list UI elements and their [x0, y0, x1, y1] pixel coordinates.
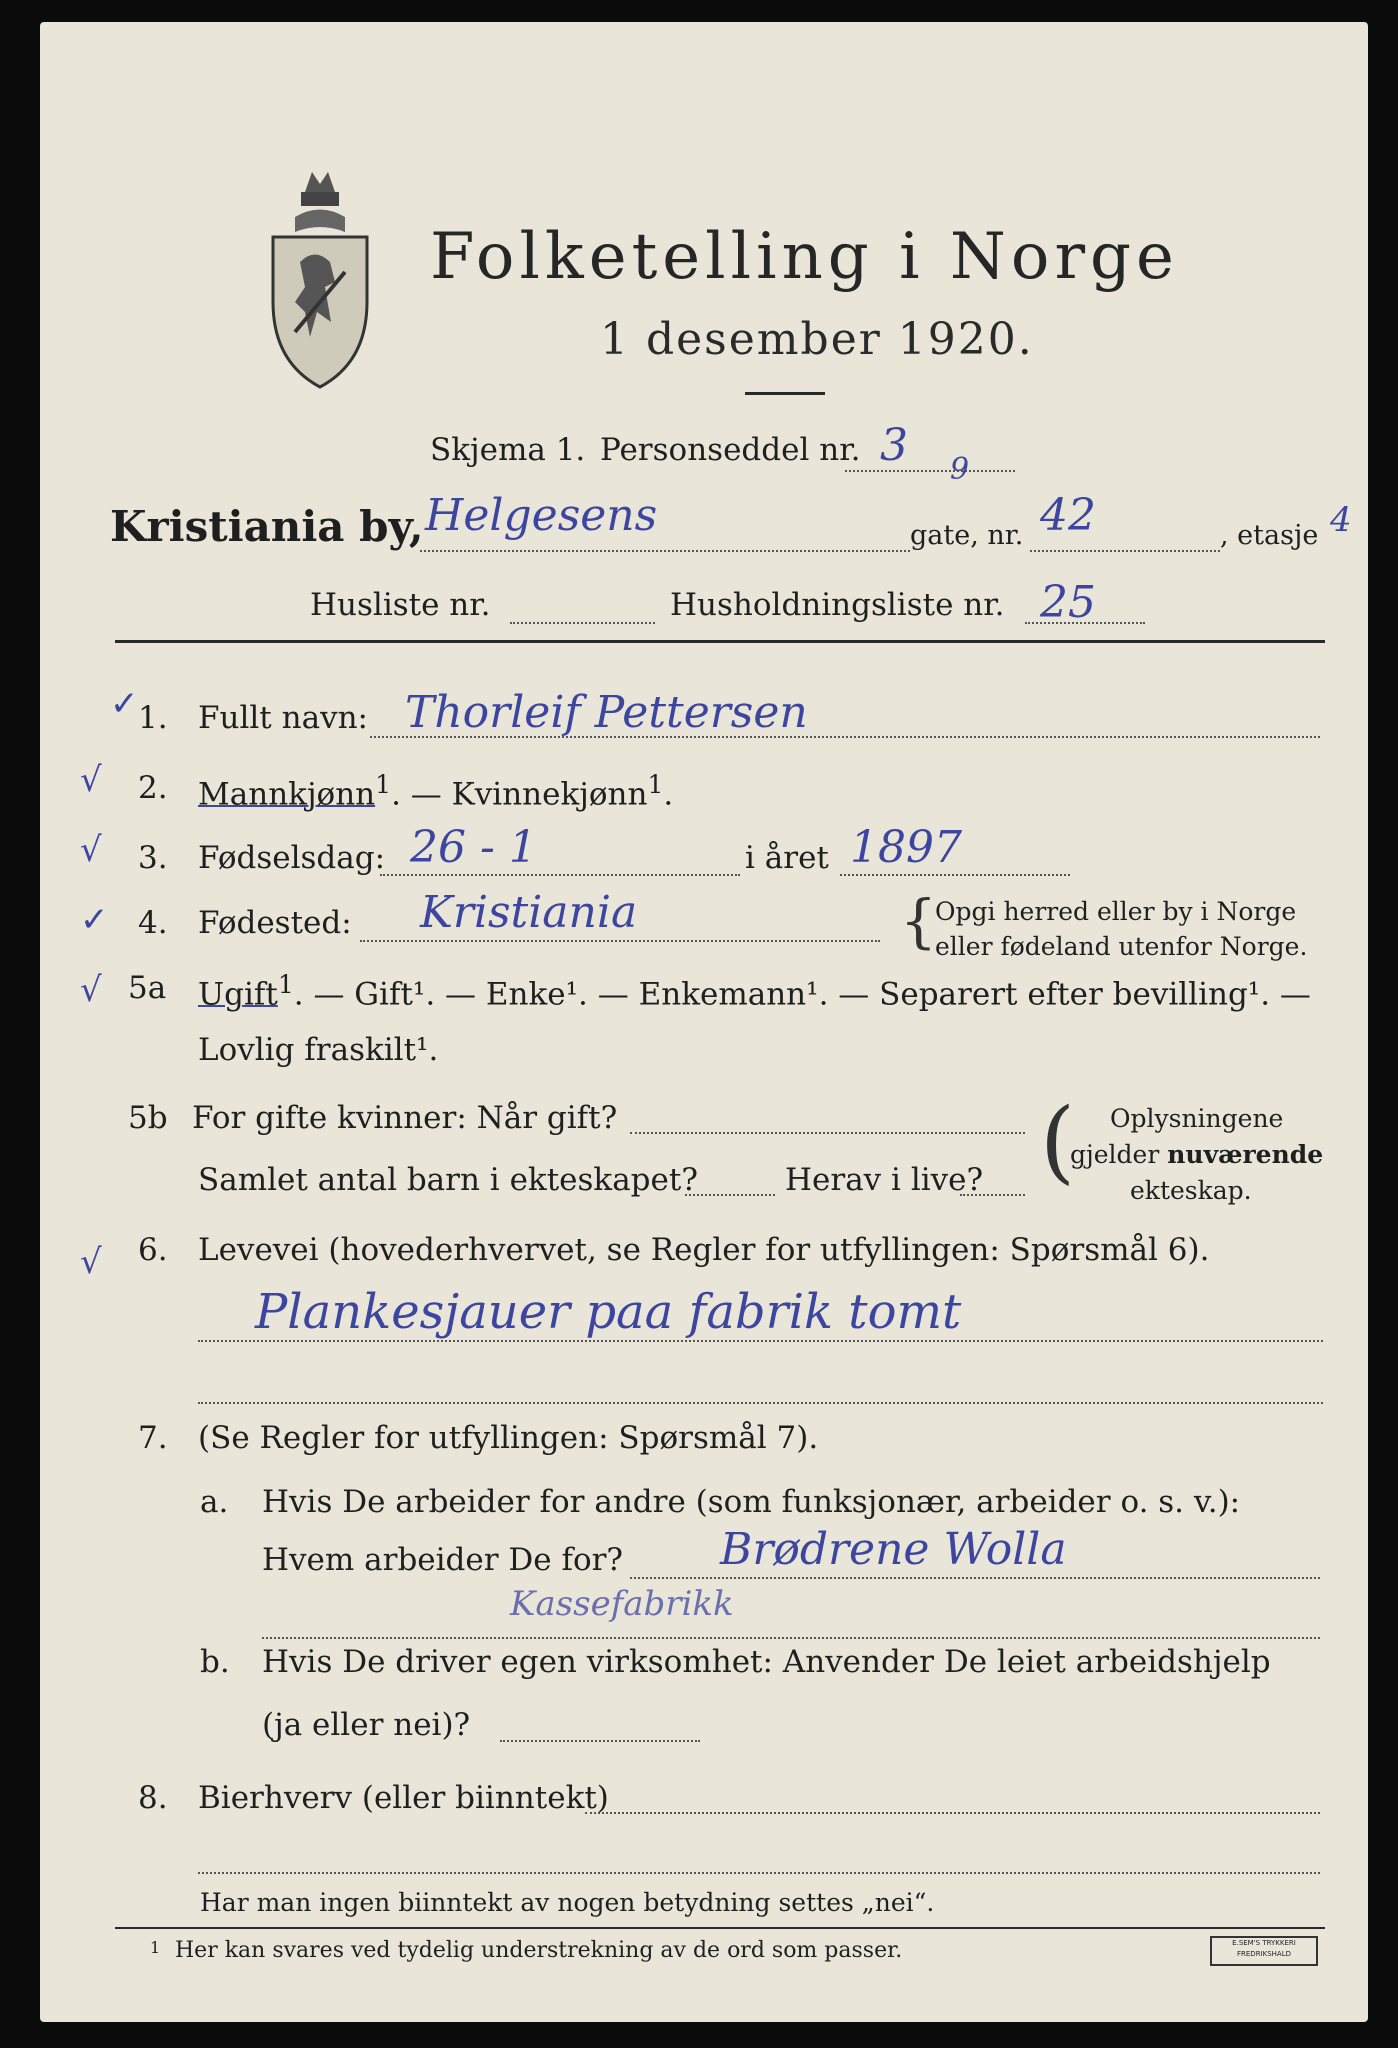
q3-birthday-field	[380, 874, 740, 876]
personseddel-label: Personseddel nr.	[600, 432, 861, 468]
header-divider	[115, 640, 1325, 643]
q7a-value-2: Kassefabrikk	[510, 1584, 734, 1624]
q5a-line2: Lovlig fraskilt¹.	[198, 1032, 439, 1068]
q5b-note-brace: (	[1040, 1089, 1076, 1194]
street-value: Helgesens	[425, 490, 658, 541]
husholdning-field	[1025, 622, 1145, 624]
check-1: ✓	[110, 684, 139, 724]
q5b-note3: ekteskap.	[1130, 1176, 1252, 1205]
q1-value: Thorleif Pettersen	[405, 687, 808, 738]
husliste-field	[510, 622, 655, 624]
gate-label: gate, nr.	[910, 520, 1024, 551]
q7b-line2: (ja eller nei)?	[262, 1707, 471, 1743]
q5a-number: 5a	[128, 970, 167, 1006]
q4-label: Fødested:	[198, 905, 352, 941]
q8-field-1	[585, 1812, 1320, 1814]
q5b-married-field	[630, 1132, 1025, 1134]
printer-stamp: E.SEM'S TRYKKERI FREDRIKSHALD	[1210, 1936, 1318, 1966]
q1-field	[370, 736, 1320, 738]
q3-year-value: 1897	[850, 822, 962, 873]
q4-value: Kristiania	[420, 887, 638, 938]
census-form	[40, 22, 1368, 2022]
q6-value: Plankesjauer paa fabrik tomt	[255, 1284, 962, 1340]
q7b-number: b.	[200, 1644, 230, 1680]
q4-note-line1: Opgi herred eller by i Norge	[935, 897, 1297, 926]
husholdning-label: Husholdningsliste nr.	[670, 587, 1005, 623]
q5b-line1: For gifte kvinner: Når gift?	[192, 1100, 618, 1136]
q7a-line1: Hvis De arbeider for andre (som funksjonær, arbeider o. s. v.):	[262, 1484, 1241, 1520]
form-title: Folketelling i Norge	[430, 220, 1179, 294]
footnote-text: Her kan svares ved tydelig understrekning av de ord som passer.	[175, 1938, 903, 1963]
check-2: √	[80, 760, 102, 800]
coat-of-arms-icon	[265, 162, 375, 392]
q3-birthday-value: 26 - 1	[410, 822, 537, 873]
q7-label: (Se Regler for utfyllingen: Spørsmål 7).	[198, 1420, 819, 1456]
q5b-children-label: Samlet antal barn i ekteskapet?	[198, 1162, 698, 1198]
q7b-field	[500, 1740, 700, 1742]
q1-label: Fullt navn:	[198, 700, 368, 736]
check-3: √	[80, 830, 102, 870]
gate-nr-correction: 9	[950, 452, 970, 487]
q5b-number: 5b	[128, 1100, 168, 1136]
q2-female-option: Kvinnekjønn	[451, 776, 648, 813]
q5b-note1: Oplysningene	[1110, 1104, 1284, 1133]
q8-number: 8.	[138, 1780, 168, 1816]
etasje-label: , etasje	[1220, 520, 1319, 551]
q2-options: Mannkjønn$^1$. — Kvinnekjønn$^1$.	[198, 770, 674, 813]
q6-number: 6.	[138, 1232, 168, 1268]
title-divider	[745, 392, 825, 395]
q4-note-line2: eller fødeland utenfor Norge.	[935, 932, 1308, 961]
census-date: 1 desember 1920.	[600, 314, 1034, 365]
check-4: ✓	[80, 900, 109, 940]
q5b-note2: gjelder nuværende	[1070, 1140, 1324, 1169]
q8-label: Bierhverv (eller biinntekt)	[198, 1780, 609, 1816]
footer-divider	[115, 1927, 1325, 1929]
gate-nr-field	[1030, 550, 1220, 552]
q5b-children-field	[685, 1194, 775, 1196]
q7-number: 7.	[138, 1420, 168, 1456]
q1-number: 1.	[138, 700, 168, 736]
check-6: √	[80, 1242, 102, 1282]
street-field	[420, 550, 910, 552]
q5a-options: Ugift$^1$. — Gift¹. — Enke¹. — Enkemann¹. — Separert efter bevilling¹. —	[198, 970, 1311, 1013]
footnote-mark: 1	[150, 1938, 161, 1957]
q4-field	[360, 940, 880, 942]
check-5: √	[80, 970, 102, 1010]
q2-male-option: Mannkjønn	[198, 776, 376, 813]
husholdning-value: 25	[1040, 577, 1096, 628]
q6-field-1	[198, 1340, 1323, 1342]
q6-label: Levevei (hovederhvervet, se Regler for utfyllingen: Spørsmål 6).	[198, 1232, 1210, 1268]
q7b-line1: Hvis De driver egen virksomhet: Anvender De leiet arbeidshjelp	[262, 1644, 1271, 1680]
personseddel-field	[845, 470, 1015, 472]
footer-note: Har man ingen biinntekt av nogen betydning settes „nei“.	[200, 1888, 935, 1917]
q7a-line2: Hvem arbeider De for?	[262, 1542, 624, 1578]
etasje-value: 4	[1330, 500, 1352, 540]
q5a-ugift-option: Ugift	[198, 976, 278, 1013]
husliste-label: Husliste nr.	[310, 587, 491, 623]
q8-field-2	[198, 1872, 1320, 1874]
q7a-field-2	[262, 1637, 1320, 1639]
q7a-field-1	[630, 1577, 1320, 1579]
q7a-number: a.	[200, 1484, 229, 1520]
q3-year-field	[840, 874, 1070, 876]
personseddel-value: 3	[880, 420, 908, 471]
q3-number: 3.	[138, 840, 168, 876]
q5b-alive-label: Herav i live?	[785, 1162, 984, 1198]
q6-field-2	[198, 1402, 1323, 1404]
q4-number: 4.	[138, 905, 168, 941]
q5b-alive-field	[960, 1194, 1025, 1196]
city-label: Kristiania by,	[110, 502, 424, 551]
q3-year-label: i året	[745, 840, 829, 876]
q4-note-brace: {	[900, 887, 937, 955]
q7a-value: Brødrene Wolla	[720, 1524, 1067, 1575]
q3-label: Fødselsdag:	[198, 840, 386, 876]
gate-nr-value: 42	[1040, 490, 1096, 541]
schema-label: Skjema 1.	[430, 432, 586, 468]
q2-number: 2.	[138, 770, 168, 806]
